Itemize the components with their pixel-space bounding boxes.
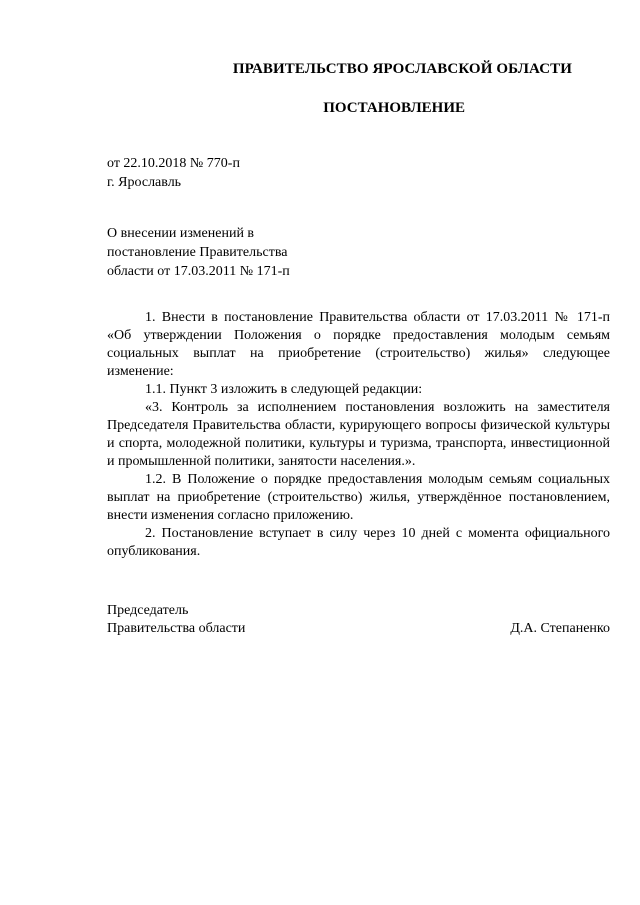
signer-position: Правительства области: [107, 621, 246, 636]
government-title: ПРАВИТЕЛЬСТВО ЯРОСЛАВСКОЙ ОБЛАСТИ: [232, 61, 572, 77]
paragraph-1-1-quote: «3. Контроль за исполнением постановления возложить на заместителя Председателя Правительства области, курирующего вопросы физической культуры и спорта, молодежной политики, культуры и туризма, транспорта, инвестиционной и промышленной политики, занятости населения.».: [107, 400, 610, 469]
paragraph-1: 1. Внести в постановление Правительства области от 17.03.2011 № 171-п «Об утверждении Положения о порядке предоставления молодым семьям социальных выплат на приобретение (строительство) жилья» следующее изменение:: [107, 310, 610, 379]
paragraph-1-1: 1.1. Пункт 3 изложить в следующей редакции:: [145, 382, 423, 397]
signature-block: [107, 602, 610, 638]
document-subject: [107, 224, 290, 281]
signer-position: Председатель: [107, 603, 189, 618]
paragraph-2: 2. Постановление вступает в силу через 10 дней с момента официального опубликования.: [107, 526, 610, 559]
document-type: ПОСТАНОВЛЕНИЕ: [323, 100, 465, 116]
document-meta: [107, 154, 240, 192]
document-body: [107, 309, 610, 561]
subject-line: области от 17.03.2011 № 171-п: [107, 264, 290, 279]
signature-row: [107, 620, 610, 638]
signer-name: Д.А. Степаненко: [510, 621, 610, 636]
city: г. Ярославль: [107, 175, 182, 190]
paragraph-1-2: 1.2. В Положение о порядке предоставления молодым семьям социальных выплат на приобретение (строительство) жилья, утверждённое постановлением, внести изменения согласно приложению.: [107, 472, 610, 523]
date-number: от 22.10.2018 № 770-п: [107, 156, 240, 171]
subject-line: постановление Правительства: [107, 245, 288, 260]
subject-line: О внесении изменений в: [107, 226, 255, 241]
